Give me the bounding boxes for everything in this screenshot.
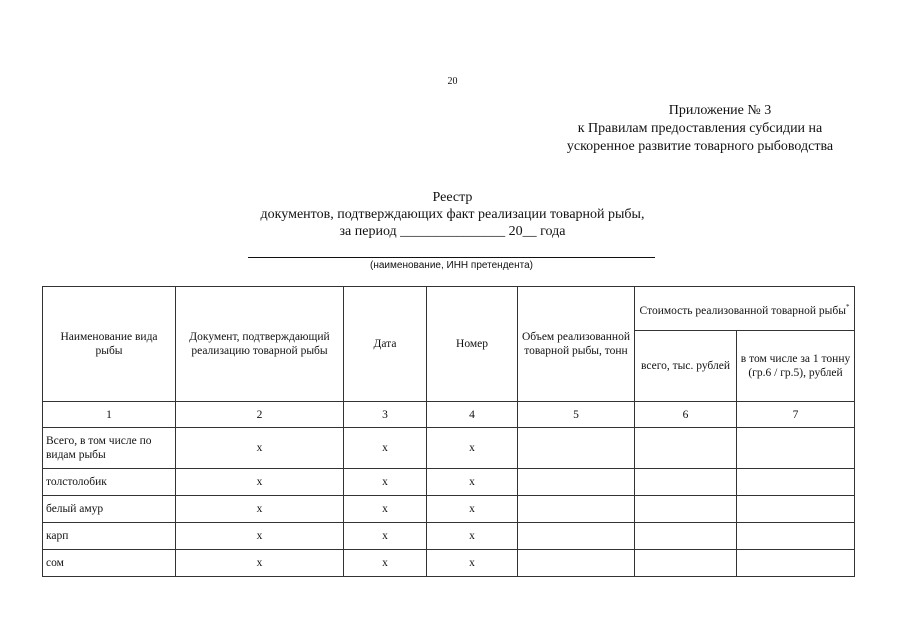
fish-type-cell: сом [43, 550, 176, 577]
header-volume: Объем реализованной товарной рыбы, тонн [518, 287, 635, 402]
column-number: 1 [43, 402, 176, 428]
document-cell: х [176, 523, 344, 550]
volume-cell[interactable] [518, 428, 635, 469]
fish-type-cell: белый амур [43, 496, 176, 523]
header-document: Документ, подтверждающий реализацию товарной рыбы [176, 287, 344, 402]
registry-title-line-1: Реестр [432, 190, 473, 205]
date-cell: х [344, 496, 427, 523]
appendix-line-1: Приложение № 3 [668, 103, 772, 118]
appendix-line-3: ускоренное развитие товарного рыбоводства [566, 139, 834, 154]
table-row [43, 523, 855, 550]
registry-title-line-2: документов, подтверждающих факт реализации товарной рыбы, [260, 207, 645, 222]
applicant-caption: (наименование, ИНН претендента) [370, 260, 533, 271]
number-cell: х [427, 550, 518, 577]
appendix-line-2: к Правилам предоставления субсидии на [577, 121, 823, 136]
table-row [43, 496, 855, 523]
per-ton-cell[interactable] [737, 428, 855, 469]
page-number: 20 [447, 76, 458, 87]
number-cell: х [427, 469, 518, 496]
header-total: всего, тыс. рублей [635, 331, 737, 402]
date-cell: х [344, 550, 427, 577]
total-cell[interactable] [635, 469, 737, 496]
total-cell[interactable] [635, 428, 737, 469]
per-ton-cell[interactable] [737, 496, 855, 523]
date-cell: х [344, 523, 427, 550]
total-cell[interactable] [635, 550, 737, 577]
number-cell: х [427, 496, 518, 523]
volume-cell[interactable] [518, 496, 635, 523]
date-cell: х [344, 428, 427, 469]
column-number: 5 [518, 402, 635, 428]
fish-type-cell: Всего, в том числе по видам рыбы [43, 428, 176, 469]
footnote-mark: * [845, 302, 850, 311]
volume-cell[interactable] [518, 469, 635, 496]
header-cost-group [635, 287, 855, 331]
volume-cell[interactable] [518, 523, 635, 550]
column-number: 2 [176, 402, 344, 428]
table-row [43, 550, 855, 577]
appendix-block [520, 102, 880, 156]
header-cost-group-label: Стоимость реализованной товарной рыбы [639, 304, 846, 317]
per-ton-cell[interactable] [737, 523, 855, 550]
date-cell: х [344, 469, 427, 496]
table-row [43, 469, 855, 496]
number-cell: х [427, 428, 518, 469]
registry-period-line: за период _______________ 20__ года [339, 224, 566, 239]
number-cell: х [427, 523, 518, 550]
column-number: 7 [737, 402, 855, 428]
fish-type-cell: толстолобик [43, 469, 176, 496]
applicant-underline [248, 257, 655, 258]
document-cell: х [176, 469, 344, 496]
header-date: Дата [344, 287, 427, 402]
total-cell[interactable] [635, 496, 737, 523]
document-cell: х [176, 496, 344, 523]
table-row [43, 428, 855, 469]
registry-table [42, 286, 855, 577]
document-cell: х [176, 428, 344, 469]
header-per-ton: в том числе за 1 тонну (гр.6 / гр.5), рублей [737, 331, 855, 402]
column-number: 3 [344, 402, 427, 428]
header-fish-type: Наименование вида рыбы [43, 287, 176, 402]
column-number: 4 [427, 402, 518, 428]
header-number: Номер [427, 287, 518, 402]
volume-cell[interactable] [518, 550, 635, 577]
total-cell[interactable] [635, 523, 737, 550]
fish-type-cell: карп [43, 523, 176, 550]
registry-title [0, 189, 905, 240]
column-numbers-row [43, 402, 855, 428]
document-cell: х [176, 550, 344, 577]
column-number: 6 [635, 402, 737, 428]
per-ton-cell[interactable] [737, 469, 855, 496]
per-ton-cell[interactable] [737, 550, 855, 577]
